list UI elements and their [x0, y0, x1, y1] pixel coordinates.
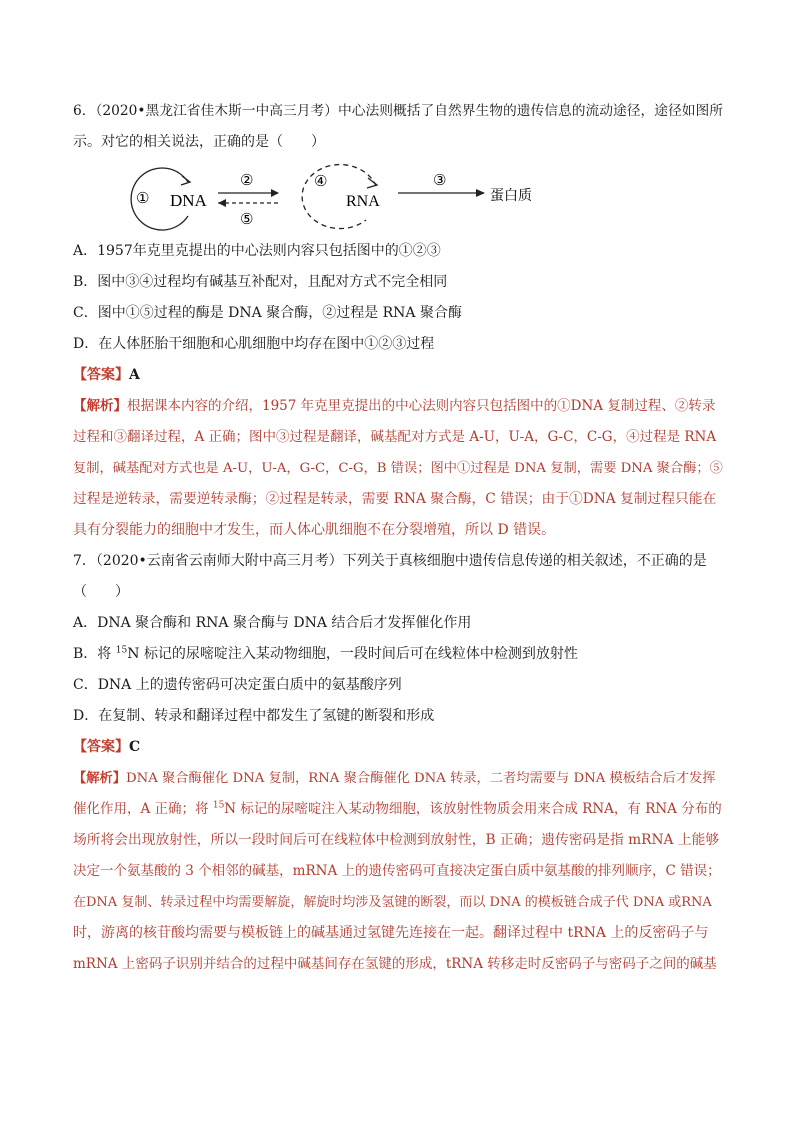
q7-option-c: C．DNA 上的遗传密码可决定蛋白质中的氨基酸序列 — [73, 677, 402, 693]
q7-explanation-label: 【解析】 — [73, 771, 127, 786]
reverse-transcription-arrowhead — [218, 199, 226, 207]
q7-explanation-line-6: 时，游离的核苷酸均需要与模板链上的碱基通过氢键先连接在一起。翻译过程中 tRNA 上的反密码子与 — [73, 925, 709, 941]
document-page — [73, 96, 723, 980]
q7-exp-text: N 标记的尿嘧啶注入某动物细胞，该放射性物质会用来合成 RNA，有 RNA 分布的 — [224, 801, 722, 817]
dna-label: DNA — [170, 191, 207, 210]
q6-exp-text: 过程是逆转录，需要逆转录酶；②过程是转录，需要 RNA 聚合酶，C 错误；由于 — [73, 491, 569, 507]
rna-label: RNA — [346, 193, 380, 210]
label-3: ③ — [433, 171, 447, 189]
label-2: ② — [240, 171, 254, 189]
q7-option-a: A．DNA 聚合酶和 RNA 聚合酶与 DNA 结合后才发挥催化作用 — [73, 615, 472, 631]
q6-exp-text: 复制，碱基配对方式也是 A-U，U-A，G-C，C-G，B 错误；图中①过程是 DNA 复制，需要 DNA 聚合酶； — [73, 461, 710, 476]
q6-explanation-line-3 — [73, 453, 723, 484]
q7-stem-line-2: （ ） — [73, 584, 129, 600]
q7-option-b-text: N 标记的尿嘧啶注入某动物细胞，一段时间后可在线粒体中检测到放射性 — [127, 646, 578, 662]
q6-answer-value: A — [129, 367, 140, 383]
q6-stem-line-2: 示。对它的相关说法，正确的是（ ） — [73, 134, 325, 150]
q7-answer-value: C — [129, 739, 141, 755]
q6-exp-text: ②转录 — [674, 398, 716, 414]
q6-explanation-line-4 — [73, 484, 723, 515]
q6-exp-text: ①DNA 复制过程只能在 — [568, 491, 717, 507]
q6-option-a: A．1957年克里克提出的中心法则内容只包括图中的①②③ — [73, 243, 441, 259]
q6-option-c: C．图中①⑤过程的酶是 DNA 聚合酶，②过程是 RNA 聚合酶 — [73, 305, 462, 321]
q7-answer — [73, 732, 723, 763]
q7-explanation-line-4: 决定一个氨基酸的 3 个相邻的碱基，mRNA 上的遗传密码可直接决定蛋白质中氨基酸的排列顺序，C 错误； — [73, 863, 721, 879]
q7-exp-text: DNA 聚合酶催化 DNA 复制，RNA 聚合酶催化 DNA 转录，二者均需要与 DNA 模板结合后才发挥 — [126, 771, 716, 786]
q6-answer-label: 【答案】 — [73, 367, 129, 383]
q7-option-d: D．在复制、转录和翻译过程中都发生了氢键的断裂和形成 — [73, 708, 435, 724]
q6-option-b: B．图中③④过程均有碱基互补配对，且配对方式不完全相同 — [73, 274, 448, 290]
q6-stem-line-1: 6．（2020•黑龙江省佳木斯一中高三月考）中心法则概括了自然界生物的遗传信息的流动途径，途径如图所 — [73, 103, 723, 119]
q6-exp-text: ⑤ — [709, 461, 723, 476]
q6-explanation-line-2: 过程和③翻译过程，A 正确；图中③过程是翻译，碱基配对方式是 A-U，U-A，G-C，C-G，④过程是 RNA — [73, 429, 717, 445]
label-4: ④ — [314, 172, 328, 190]
q7-exp-text: 催化作用，A 正确；将 — [73, 801, 213, 817]
q6-explanation-line-1 — [73, 391, 723, 422]
central-dogma-svg — [118, 158, 538, 236]
transcription-arrowhead — [271, 189, 279, 197]
q6-answer — [73, 360, 723, 391]
q6-explanation-line-5: 具有分裂能力的细胞中才发生，而人体心肌细胞不在分裂增殖，所以 D 错误。 — [73, 522, 556, 538]
protein-label: 蛋白质 — [490, 188, 532, 204]
replication-arrowhead — [181, 176, 190, 185]
central-dogma-diagram — [118, 158, 723, 236]
q7-explanation-line-2 — [73, 794, 723, 825]
q7-explanation-line-7: mRNA 上密码子识别并结合的过程中碱基间存在氢键的形成，tRNA 转移走时反密码子与密码子之间的碱基 — [73, 956, 717, 972]
q7-option-b — [73, 639, 723, 670]
q7-exp-superscript: 15 — [212, 800, 225, 811]
q7-explanation-line-1 — [73, 763, 723, 794]
q7-answer-label: 【答案】 — [73, 739, 129, 755]
label-5: ⑤ — [240, 210, 254, 228]
q7-option-b-superscript: 15 — [115, 645, 128, 656]
label-1: ① — [136, 189, 150, 207]
q6-exp-text: 根据课本内容的介绍，1957 年克里克提出的中心法则内容只包括图中的①DNA 复制过程、 — [127, 398, 675, 414]
q7-explanation-line-5: 在DNA 复制、转录过程中均需要解旋，解旋时均涉及氢键的断裂，而以 DNA 的模板链合成子代 DNA 或RNA — [73, 895, 712, 910]
rna-replication-arrowhead — [367, 178, 377, 188]
q7-explanation-line-3: 场所将会出现放射性，所以一段时间后可在线粒体中检测到放射性，B 正确；遗传密码是指 mRNA 上能够 — [73, 832, 720, 848]
q7-stem-line-1: 7．（2020•云南省云南师大附中高三月考）下列关于真核细胞中遗传信息传递的相关叙述，不正确的是 — [73, 553, 707, 569]
translation-arrowhead — [476, 189, 485, 197]
q6-explanation-label: 【解析】 — [73, 398, 127, 414]
q7-option-b-text: B．将 — [73, 646, 116, 662]
q6-option-d: D．在人体胚胎干细胞和心肌细胞中均存在图中①②③过程 — [73, 336, 435, 352]
